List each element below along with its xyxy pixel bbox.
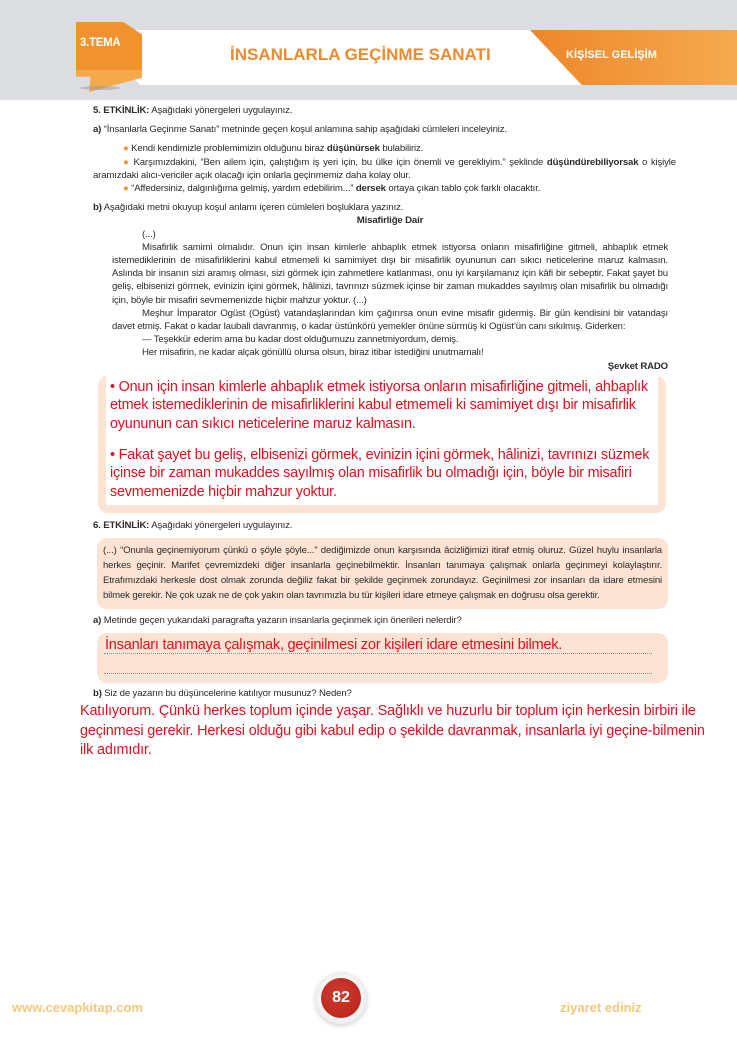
- bullet-icon: ●: [123, 156, 130, 168]
- activity6-passage-box: [97, 538, 668, 609]
- bullet-text: Karşımızdakini, “Ben ailem için, çalıştığım iş yeri için, bu ülke için önemli ve gerekliyim.” şeklinde: [133, 156, 547, 168]
- bullet-icon: ●: [123, 143, 129, 155]
- activity5-instruction: Aşağıdaki yönergeleri uygulayınız.: [149, 105, 293, 116]
- activity5-part-a: [93, 123, 676, 136]
- activity6-instruction: Aşağıdaki yönergeleri uygulayınız.: [149, 520, 293, 532]
- reading-passage: [93, 214, 676, 359]
- bullet-keyword: düşünürsek: [326, 143, 380, 155]
- bullet-item-1: [93, 142, 676, 155]
- part-a-question: Metinde geçen yukarıdaki paragrafta yazarın insanlarla geçinmek için önerileri nelerdir?: [101, 614, 462, 626]
- bullet-text: bulabiliriz.: [379, 143, 424, 155]
- page-title: İNSANLARLA GEÇİNME SANATI: [230, 45, 491, 64]
- part-a-label: a): [93, 124, 102, 136]
- part-b-text: Aşağıdaki metni okuyup koşul anlamı içeren cümleleri boşluklara yazınız.: [101, 202, 404, 214]
- bullet-item-3: [93, 182, 676, 195]
- page-content: [80, 104, 705, 761]
- answer-dotted-line: [104, 673, 652, 674]
- activity6-part-a: [93, 614, 676, 627]
- reading-title: Misafirliğe Dair: [356, 215, 424, 227]
- reading-ellipsis: (...): [142, 228, 156, 240]
- answer-box-1-inner: [106, 376, 658, 506]
- bullet-text: ortaya çıkan tablo çok farklı olacaktır.: [385, 183, 541, 195]
- page-number: 82: [321, 978, 361, 1018]
- reading-author: Şevket RADO: [607, 360, 668, 372]
- activity6-part-b: [93, 687, 676, 700]
- part-b-question: Siz de yazarın bu düşüncelerine katılıyor musunuz? Neden?: [101, 687, 352, 699]
- bullet-keyword: dersek: [355, 183, 386, 195]
- activity5-heading-line: [93, 104, 676, 117]
- theme-tag-shadow: [80, 86, 120, 90]
- activity6-passage: (...) “Onunla geçinemiyorum çünkü o şöyle şöyle...” dediğimizde onun karşısında âcizliğimizi itiraf etmiş oluruz. Güzel huylu insanlarla herkes geçinir. Marifet çevremizdeki diğer insanlarla geçinebilmektir. İnsanları tanımaya çalışmak onlarla geçinmeyi kolaylaştırır. Etrafımızdaki herkesle dost olmak zorunda değiliz fakat bir şekilde geçinmek zorundayız. Geçinilmesi zor insanları da idare etmesini bilmek gerekir. Ne çok uzak ne de çok yakın olan tavrımızla bu tür kişileri idare etmeye çalışmak en doğrusu olsa gerektir.: [103, 544, 662, 601]
- part-a-text: “İnsanlarla Geçinme Sanatı” metninde geçen koşul anlamına sahip aşağıdaki cümleleri inceleyiniz.: [101, 124, 507, 136]
- reading-closing: Her misafirin, ne kadar alçak gönüllü olursa olsun, biraz itibar istediğini unutmamalı!: [142, 347, 484, 359]
- bullet-text: “Affedersiniz, dalgınlığıma gelmiş, yardım edebilirim...”: [131, 183, 356, 195]
- bullet-keyword: düşündürebiliyorsak: [546, 156, 639, 168]
- answer-item: • Onun için insan kimlerle ahbaplık etmek istiyorsa onların misafirliğine gitmeli, ahbaplık etmek istemediklerinin de misafirliklerini kabul etmemeli ki samimiyet dışı bir misafirlik oyununun can sıkıcı neticelerine maruz kalmasın.: [110, 378, 648, 433]
- activity6-heading: 6. ETKİNLİK:: [93, 520, 150, 532]
- watermark-text: www.cevapkitap.com: [12, 1000, 144, 1015]
- final-answer-text: Katılıyorum. Çünkü herkes toplum içinde yaşar. Sağlıklı ve huzurlu bir toplum için herkesin birbiri ile geçinmesi gerekir. Herkesi olduğu gibi kabul edip o şekilde davranmak, insanlarla iyi geçine-bilmenin ilk adımıdır.: [80, 703, 705, 759]
- bullet-text: o kişiyle aramızdaki alıcı-vericiler açık olacağı için onlarla geçinmemiz daha kolay olur.: [93, 156, 676, 181]
- part-b-label: b): [93, 687, 102, 699]
- spacer: [110, 434, 652, 446]
- activity5-heading: 5. ETKİNLİK:: [93, 105, 150, 116]
- watermark-text-secondary: ziyaret ediniz: [560, 1000, 642, 1015]
- answer-box-1: [98, 376, 666, 514]
- reading-paragraph-1: Misafirlik samimi olmalıdır. Onun için insan kimlerle ahbaplık etmek istiyorsa onların misafirliğine gitmeli, ahbaplık etmek istemediklerinin de misafirliklerini kabul etmemeli ki samimiyet dışı bir misafirlik oyununun can sıkıcı neticelerine maruz kalmasın. Aslında bir insanın sizi aramış olması, sizi görmek için zahmetlere katlanması, onu iyi karşılamanız için kâfi bir sebeptir. Fakat şayet bu geliş, elbisenizi görmek, evinizin içini görmek, hâlinizi, tavrınızı süzmek içinse bir zaman mukaddes sayılmış olan misafirlik bu olmadığı için, böyle bir misafiri sevmemenizde hiçbir mahzur yoktur. (...): [112, 241, 668, 306]
- bullet-icon: ●: [123, 183, 129, 195]
- part-b-label: b): [93, 202, 102, 214]
- activity5-part-b: [93, 201, 676, 214]
- theme-label: 3.TEMA: [80, 37, 121, 49]
- part-a-label: a): [93, 614, 102, 626]
- bullet-text: Kendi kendimizle problemimizin olduğunu biraz: [131, 143, 327, 155]
- bullet-item-2: [93, 156, 676, 182]
- reading-dialogue: — Teşekkür ederim ama bu kadar dost olduğumuzu zannetmiyordum, demiş.: [142, 334, 459, 346]
- answer-box-2: [97, 633, 668, 683]
- activity6-heading-line: [93, 519, 676, 532]
- answer-box-2-text: İnsanları tanımaya çalışmak, geçinilmesi zor kişileri idare etmesini bilmek.: [105, 636, 563, 653]
- answer-item: • Fakat şayet bu geliş, elbisenizi görmek, evinizin içini görmek, hâlinizi, tavrınızı süzmek içinse bir zaman mukaddes sayılmış olan misafirlik bu olmadığı için, böyle bir misafiri sevmemenizde hiçbir mahzur yoktur.: [110, 446, 650, 500]
- reading-paragraph-2: Meşhur İmparator Ogüst (Ogüst) vatandaşlarından kim çağırırsa onun evine misafir gidermiş. Bir gün kendisini bir vatandaşı davet etmiş. Fakat o kadar laubali davranmış, o kadar üstünkörü yemekler önüne sürmüş ki Ogüst’ün canı sıkılmış. Giderken:: [112, 307, 668, 333]
- section-label: KİŞİSEL GELİŞİM: [566, 49, 657, 61]
